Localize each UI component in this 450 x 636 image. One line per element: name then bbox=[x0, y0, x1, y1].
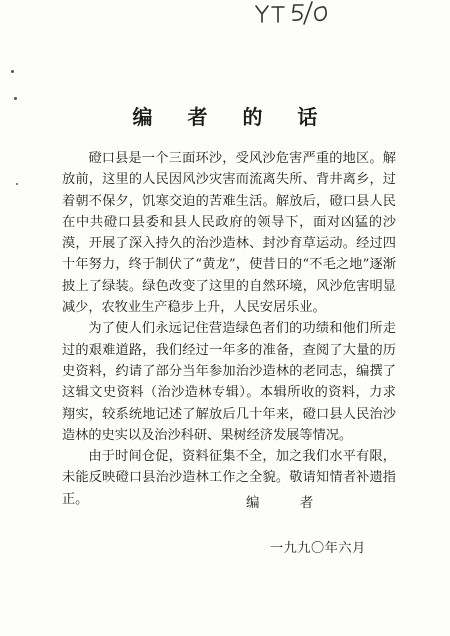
signature: 编 者 bbox=[246, 495, 332, 511]
handwritten-note bbox=[0, 0, 450, 40]
date: 一九九〇年六月 bbox=[270, 541, 366, 556]
scan-speck bbox=[16, 183, 18, 185]
page-title: 编 者 的 话 bbox=[132, 105, 332, 129]
scan-speck bbox=[11, 70, 14, 73]
paragraph: 为了使人们永远记住营造绿色者们的功绩和他们所走过的艰难道路，我们经过一年多的准备，查阅了大量的历史资料，约请了部分当年参加治沙造林的老同志，编撰了这辑文史资料（治沙造林专辑）。本辑所收的资料，力求翔实，较系统地记述了解放后几十年来，磴口县人民治沙造林的史实以及治沙科研、果树经济发展等情况。 bbox=[62, 321, 396, 443]
paragraph: 由于时间仓促，资料征集不全，加之我们水平有限，未能反映磴口县治沙造林工作之全貌。敬请知情者补遗指正。 bbox=[62, 449, 396, 507]
scan-speck bbox=[14, 97, 17, 100]
paragraph: 磴口县是一个三面环沙，受风沙危害严重的地区。解放前，这里的人民因风沙灾害而流离失所、背井离乡，过着朝不保夕，饥寒交迫的苦难生活。解放后，磴口县人民在中共磴口县委和县人民政府的领导下，面对凶猛的沙漠，开展了深入持久的治沙造林、封沙育草运动。经过四十年努力，终于制伏了“黄龙”，使昔日的“不毛之地”逐渐披上了绿装。绿色改变了这里的自然环境，风沙危害明显减少，农牧业生产稳步上升，人民安居乐业。 bbox=[62, 151, 396, 316]
body-text bbox=[62, 148, 396, 510]
